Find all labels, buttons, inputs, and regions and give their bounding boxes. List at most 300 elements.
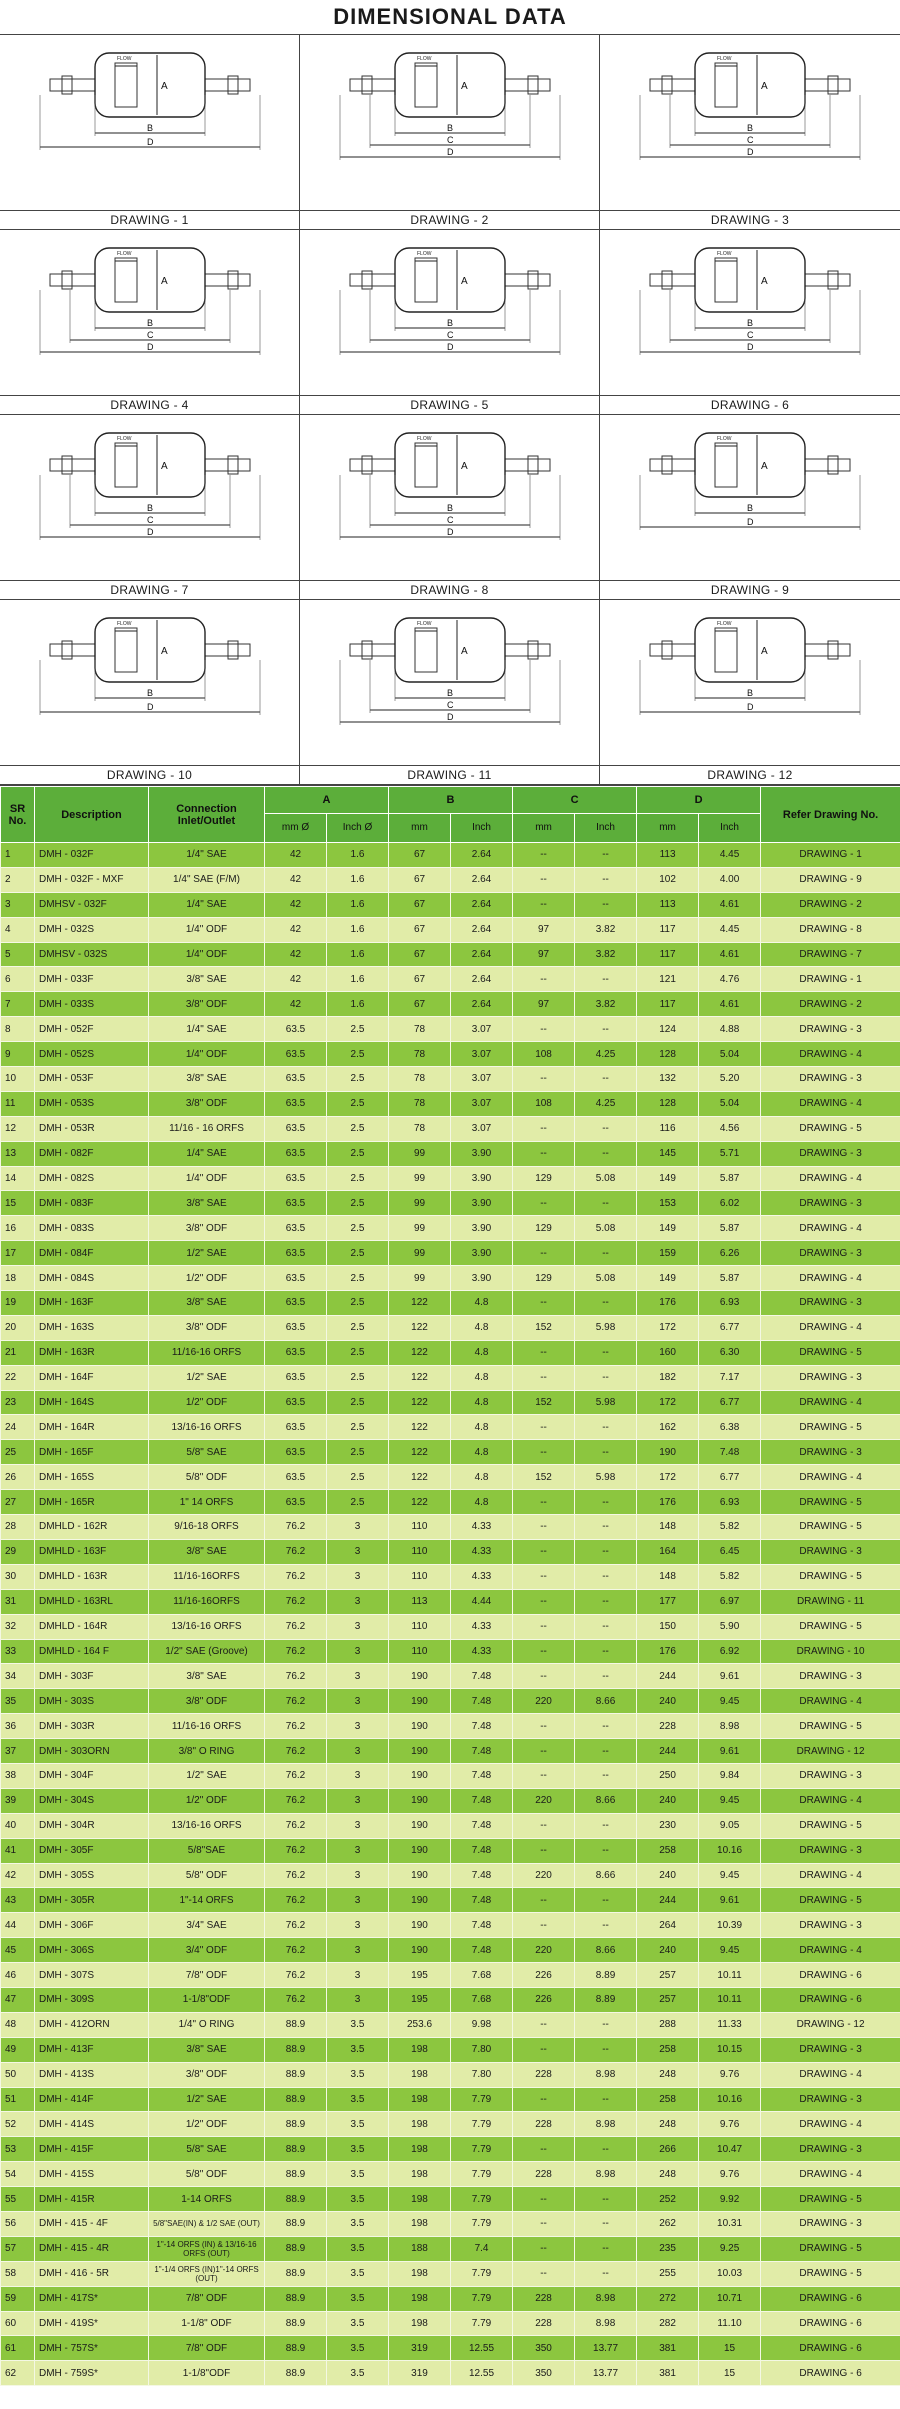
sr-cell: 6 [1,967,35,992]
a-inch-cell: 3 [327,1689,389,1714]
shell-body [695,618,805,682]
b-inch-cell: 3.90 [451,1241,513,1266]
table-row [1,1440,900,1465]
table-row [1,1091,900,1116]
connection-cell: 5/8" ODF [149,1465,265,1490]
d-mm-cell: 172 [637,1315,699,1340]
refer-drawing-cell: DRAWING - 3 [761,2037,900,2062]
d-inch-cell: 5.87 [699,1166,761,1191]
d-inch-cell: 15 [699,2336,761,2361]
a-inch-cell: 2.5 [327,1266,389,1291]
b-mm-cell: 67 [389,967,451,992]
b-mm-cell: 198 [389,2037,451,2062]
sr-cell: 8 [1,1017,35,1042]
a-mm-cell: 76.2 [265,1913,327,1938]
d-inch-cell: 5.20 [699,1067,761,1092]
refer-drawing-cell: DRAWING - 3 [761,1539,900,1564]
table-row [1,1191,900,1216]
subheader-b-inch: Inch [451,814,513,843]
description-cell: DMH - 304S [35,1788,149,1813]
connection-cell: 5/8" SAE [149,2137,265,2162]
a-inch-cell: 3 [327,1714,389,1739]
subheader-a-mm: mm Ø [265,814,327,843]
refer-drawing-cell: DRAWING - 7 [761,942,900,967]
d-mm-cell: 113 [637,892,699,917]
table-row [1,2311,900,2336]
description-cell: DMH - 413F [35,2037,149,2062]
table-row [1,2187,900,2212]
c-inch-cell: -- [575,2137,637,2162]
c-inch-cell: -- [575,1116,637,1141]
c-inch-cell: -- [575,1141,637,1166]
sr-cell: 4 [1,917,35,942]
table-row [1,843,900,868]
b-mm-cell: 113 [389,1589,451,1614]
d-mm-cell: 117 [637,917,699,942]
sr-cell: 44 [1,1913,35,1938]
b-inch-cell: 2.64 [451,843,513,868]
d-mm-cell: 153 [637,1191,699,1216]
d-inch-cell: 7.17 [699,1365,761,1390]
dim-c-label: C [747,135,754,145]
connection-cell: 13/16-16 ORFS [149,1614,265,1639]
dim-a-label: A [761,276,768,287]
connection-cell: 7/8" ODF [149,2286,265,2311]
sr-cell: 59 [1,2286,35,2311]
b-mm-cell: 198 [389,2162,451,2187]
d-inch-cell: 5.04 [699,1042,761,1067]
a-inch-cell: 2.5 [327,1091,389,1116]
page-title: DIMENSIONAL DATA [0,0,900,35]
b-mm-cell: 198 [389,2211,451,2236]
sr-cell: 34 [1,1664,35,1689]
table-row [1,2112,900,2137]
a-mm-cell: 76.2 [265,1714,327,1739]
d-inch-cell: 4.56 [699,1116,761,1141]
d-mm-cell: 250 [637,1763,699,1788]
a-mm-cell: 63.5 [265,1390,327,1415]
d-inch-cell: 9.84 [699,1763,761,1788]
a-mm-cell: 76.2 [265,1739,327,1764]
dim-c-label: C [447,330,454,340]
d-inch-cell: 9.45 [699,1938,761,1963]
dim-b-label: B [747,688,754,698]
d-mm-cell: 160 [637,1340,699,1365]
refer-drawing-cell: DRAWING - 3 [761,1241,900,1266]
description-cell: DMH - 757S* [35,2336,149,2361]
dim-a-label: A [461,81,468,92]
a-mm-cell: 63.5 [265,1340,327,1365]
table-row [1,2037,900,2062]
dim-b-label: B [747,123,754,133]
b-inch-cell: 7.48 [451,1838,513,1863]
a-mm-cell: 76.2 [265,1763,327,1788]
drawing-cell [300,35,600,230]
filter-drier-drawing [300,600,600,765]
d-inch-cell: 7.48 [699,1440,761,1465]
c-mm-cell: 228 [513,2062,575,2087]
connection-cell: 3/8" ODF [149,2062,265,2087]
a-inch-cell: 1.6 [327,967,389,992]
description-cell: DMHLD - 164R [35,1614,149,1639]
b-mm-cell: 198 [389,2137,451,2162]
d-inch-cell: 10.03 [699,2261,761,2286]
c-inch-cell: -- [575,2087,637,2112]
d-inch-cell: 8.98 [699,1714,761,1739]
header-b: B [389,787,513,814]
c-inch-cell: 8.89 [575,1987,637,2012]
sr-cell: 10 [1,1067,35,1092]
b-mm-cell: 253.6 [389,2012,451,2037]
connection-cell: 3/8" ODF [149,1091,265,1116]
shell-body [395,433,505,497]
refer-drawing-cell: DRAWING - 3 [761,1365,900,1390]
table-row [1,1415,900,1440]
description-cell: DMH - 415 - 4R [35,2236,149,2261]
a-mm-cell: 63.5 [265,1191,327,1216]
d-inch-cell: 4.61 [699,992,761,1017]
drawing-caption: DRAWING - 11 [300,765,599,782]
description-cell: DMH - 082S [35,1166,149,1191]
table-row [1,1739,900,1764]
table-row [1,867,900,892]
dim-b-label: B [147,503,154,513]
b-inch-cell: 4.33 [451,1515,513,1540]
description-cell: DMH - 306S [35,1938,149,1963]
sr-cell: 60 [1,2311,35,2336]
table-row [1,1166,900,1191]
b-inch-cell: 4.8 [451,1291,513,1316]
flow-label: FLOW [417,436,432,442]
d-inch-cell: 4.76 [699,967,761,992]
b-inch-cell: 7.79 [451,2112,513,2137]
b-inch-cell: 4.8 [451,1440,513,1465]
c-mm-cell: -- [513,867,575,892]
table-row [1,1614,900,1639]
sr-cell: 49 [1,2037,35,2062]
dim-b-label: B [147,123,154,133]
a-mm-cell: 63.5 [265,1315,327,1340]
b-mm-cell: 67 [389,892,451,917]
dim-d-label: D [147,137,154,147]
drawing-caption: DRAWING - 8 [300,580,599,597]
dim-c-label: C [147,330,154,340]
c-mm-cell: -- [513,2187,575,2212]
a-mm-cell: 76.2 [265,1788,327,1813]
b-inch-cell: 9.98 [451,2012,513,2037]
a-inch-cell: 1.6 [327,992,389,1017]
refer-drawing-cell: DRAWING - 3 [761,1440,900,1465]
connection-cell: 3/8" SAE [149,1539,265,1564]
dim-d-label: D [147,527,154,537]
connection-cell: 1/4" SAE (F/M) [149,867,265,892]
connection-cell: 1" 14 ORFS [149,1490,265,1515]
description-cell: DMH - 033F [35,967,149,992]
a-mm-cell: 76.2 [265,1614,327,1639]
connection-cell: 3/4" ODF [149,1938,265,1963]
refer-drawing-cell: DRAWING - 4 [761,1216,900,1241]
c-mm-cell: -- [513,1589,575,1614]
a-inch-cell: 2.5 [327,1017,389,1042]
drawing-cell [600,35,900,230]
d-inch-cell: 10.16 [699,2087,761,2112]
shell-body [95,618,205,682]
table-row [1,1888,900,1913]
a-mm-cell: 76.2 [265,1987,327,2012]
c-mm-cell: -- [513,1490,575,1515]
a-inch-cell: 1.6 [327,843,389,868]
description-cell: DMHLD - 164 F [35,1639,149,1664]
a-inch-cell: 3.5 [327,2187,389,2212]
a-mm-cell: 63.5 [265,1116,327,1141]
refer-drawing-cell: DRAWING - 3 [761,1017,900,1042]
description-cell: DMH - 052F [35,1017,149,1042]
c-inch-cell: -- [575,1913,637,1938]
d-inch-cell: 10.15 [699,2037,761,2062]
c-mm-cell: -- [513,1440,575,1465]
b-inch-cell: 7.48 [451,1913,513,1938]
a-mm-cell: 76.2 [265,1515,327,1540]
d-mm-cell: 148 [637,1564,699,1589]
filter-drier-drawing [300,415,600,580]
c-inch-cell: -- [575,1490,637,1515]
d-mm-cell: 244 [637,1888,699,1913]
refer-drawing-cell: DRAWING - 12 [761,1739,900,1764]
table-row [1,1714,900,1739]
c-mm-cell: -- [513,1365,575,1390]
b-inch-cell: 4.33 [451,1564,513,1589]
table-row [1,2087,900,2112]
sr-cell: 55 [1,2187,35,2212]
refer-drawing-cell: DRAWING - 3 [761,1664,900,1689]
c-mm-cell: 129 [513,1166,575,1191]
b-inch-cell: 7.68 [451,1987,513,2012]
a-mm-cell: 88.9 [265,2187,327,2212]
drawing-caption: DRAWING - 5 [300,395,599,412]
c-inch-cell: -- [575,1614,637,1639]
description-cell: DMH - 084S [35,1266,149,1291]
d-mm-cell: 116 [637,1116,699,1141]
refer-drawing-cell: DRAWING - 6 [761,1963,900,1988]
sr-cell: 48 [1,2012,35,2037]
refer-drawing-cell: DRAWING - 3 [761,1141,900,1166]
d-mm-cell: 172 [637,1390,699,1415]
c-inch-cell: 8.66 [575,1863,637,1888]
refer-drawing-cell: DRAWING - 4 [761,1689,900,1714]
flow-label: FLOW [417,251,432,257]
connection-cell: 5/8"SAE [149,1838,265,1863]
d-inch-cell: 6.97 [699,1589,761,1614]
b-inch-cell: 2.64 [451,992,513,1017]
sr-cell: 21 [1,1340,35,1365]
connection-cell: 1-1/8"ODF [149,2361,265,2386]
d-inch-cell: 9.76 [699,2112,761,2137]
c-mm-cell: 228 [513,2162,575,2187]
sr-cell: 39 [1,1788,35,1813]
dim-c-label: C [147,515,154,525]
b-mm-cell: 198 [389,2062,451,2087]
refer-drawing-cell: DRAWING - 11 [761,1589,900,1614]
table-row [1,2137,900,2162]
refer-drawing-cell: DRAWING - 4 [761,2112,900,2137]
dim-a-label: A [161,276,168,287]
d-mm-cell: 257 [637,1987,699,2012]
sr-cell: 46 [1,1963,35,1988]
d-mm-cell: 248 [637,2162,699,2187]
sr-cell: 54 [1,2162,35,2187]
refer-drawing-cell: DRAWING - 3 [761,1067,900,1092]
description-cell: DMH - 032F - MXF [35,867,149,892]
b-inch-cell: 4.8 [451,1415,513,1440]
table-row [1,1788,900,1813]
sr-cell: 56 [1,2211,35,2236]
drawing-cell [300,600,600,785]
c-inch-cell: -- [575,1191,637,1216]
c-mm-cell: 228 [513,2311,575,2336]
table-row [1,1987,900,2012]
dim-a-label: A [161,81,168,92]
b-inch-cell: 7.79 [451,2162,513,2187]
a-inch-cell: 3.5 [327,2037,389,2062]
a-inch-cell: 3 [327,1938,389,1963]
connection-cell: 3/8" ODF [149,1689,265,1714]
b-inch-cell: 4.44 [451,1589,513,1614]
a-mm-cell: 63.5 [265,1067,327,1092]
a-inch-cell: 3 [327,1763,389,1788]
table-row [1,1042,900,1067]
d-inch-cell: 9.61 [699,1664,761,1689]
d-inch-cell: 4.61 [699,892,761,917]
table-row [1,1141,900,1166]
c-mm-cell: 108 [513,1091,575,1116]
refer-drawing-cell: DRAWING - 3 [761,1913,900,1938]
c-inch-cell: -- [575,1714,637,1739]
refer-drawing-cell: DRAWING - 4 [761,2062,900,2087]
b-inch-cell: 7.68 [451,1963,513,1988]
refer-drawing-cell: DRAWING - 1 [761,967,900,992]
dim-d-label: D [447,147,454,157]
sr-cell: 26 [1,1465,35,1490]
connection-cell: 1/2" ODF [149,1788,265,1813]
description-cell: DMH - 415R [35,2187,149,2212]
connection-cell: 1/2" ODF [149,1390,265,1415]
sr-cell: 37 [1,1739,35,1764]
description-cell: DMH - 303F [35,1664,149,1689]
d-inch-cell: 9.76 [699,2062,761,2087]
header-refer-drawing: Refer Drawing No. [761,787,900,843]
description-cell: DMH - 412ORN [35,2012,149,2037]
b-inch-cell: 7.4 [451,2236,513,2261]
a-mm-cell: 88.9 [265,2286,327,2311]
c-mm-cell: 129 [513,1216,575,1241]
refer-drawing-cell: DRAWING - 2 [761,992,900,1017]
refer-drawing-cell: DRAWING - 5 [761,1490,900,1515]
description-cell: DMH - 053F [35,1067,149,1092]
refer-drawing-cell: DRAWING - 5 [761,1116,900,1141]
c-mm-cell: -- [513,2261,575,2286]
description-cell: DMH - 083F [35,1191,149,1216]
b-inch-cell: 7.48 [451,1763,513,1788]
d-mm-cell: 244 [637,1664,699,1689]
description-cell: DMH - 084F [35,1241,149,1266]
connection-cell: 1"-14 ORFS [149,1888,265,1913]
filter-drier-drawing [600,35,900,210]
description-cell: DMH - 305S [35,1863,149,1888]
c-inch-cell: 5.08 [575,1216,637,1241]
header-a: A [265,787,389,814]
dim-a-label: A [461,461,468,472]
filter-drier-drawing [600,415,900,580]
b-inch-cell: 7.80 [451,2037,513,2062]
description-cell: DMH - 416 - 5R [35,2261,149,2286]
header-d: D [637,787,761,814]
d-mm-cell: 132 [637,1067,699,1092]
a-inch-cell: 3.5 [327,2012,389,2037]
table-row [1,967,900,992]
b-inch-cell: 2.64 [451,942,513,967]
connection-cell: 1/4" ODF [149,942,265,967]
table-row [1,1017,900,1042]
refer-drawing-cell: DRAWING - 5 [761,1714,900,1739]
b-inch-cell: 4.8 [451,1340,513,1365]
b-mm-cell: 78 [389,1042,451,1067]
a-inch-cell: 3 [327,1913,389,1938]
d-mm-cell: 177 [637,1589,699,1614]
connection-cell: 3/8" SAE [149,1191,265,1216]
sr-cell: 17 [1,1241,35,1266]
a-inch-cell: 2.5 [327,1415,389,1440]
c-mm-cell: 226 [513,1963,575,1988]
c-inch-cell: -- [575,1664,637,1689]
b-inch-cell: 3.07 [451,1116,513,1141]
filter-drier-drawing [300,230,600,395]
sr-cell: 31 [1,1589,35,1614]
table-row [1,1813,900,1838]
table-row [1,1763,900,1788]
description-cell: DMH - 417S* [35,2286,149,2311]
b-mm-cell: 122 [389,1365,451,1390]
d-inch-cell: 6.26 [699,1241,761,1266]
c-inch-cell: -- [575,967,637,992]
dim-a-label: A [761,646,768,657]
b-mm-cell: 190 [389,1938,451,1963]
sr-cell: 27 [1,1490,35,1515]
b-inch-cell: 3.90 [451,1191,513,1216]
b-mm-cell: 99 [389,1266,451,1291]
a-mm-cell: 76.2 [265,1838,327,1863]
refer-drawing-cell: DRAWING - 10 [761,1639,900,1664]
refer-drawing-cell: DRAWING - 5 [761,2236,900,2261]
d-mm-cell: 240 [637,1788,699,1813]
sr-cell: 13 [1,1141,35,1166]
d-inch-cell: 9.76 [699,2162,761,2187]
a-mm-cell: 76.2 [265,1689,327,1714]
description-cell: DMHSV - 032S [35,942,149,967]
b-inch-cell: 7.48 [451,1714,513,1739]
refer-drawing-cell: DRAWING - 6 [761,2286,900,2311]
c-inch-cell: 5.08 [575,1166,637,1191]
c-inch-cell: -- [575,1515,637,1540]
a-mm-cell: 63.5 [265,1465,327,1490]
c-mm-cell: -- [513,843,575,868]
description-cell: DMH - 303R [35,1714,149,1739]
connection-cell: 1/4" SAE [149,843,265,868]
table-row [1,1564,900,1589]
connection-cell: 3/8" SAE [149,2037,265,2062]
connection-cell: 1/2" SAE [149,2087,265,2112]
connection-cell: 11/16 - 16 ORFS [149,1116,265,1141]
sr-cell: 16 [1,1216,35,1241]
